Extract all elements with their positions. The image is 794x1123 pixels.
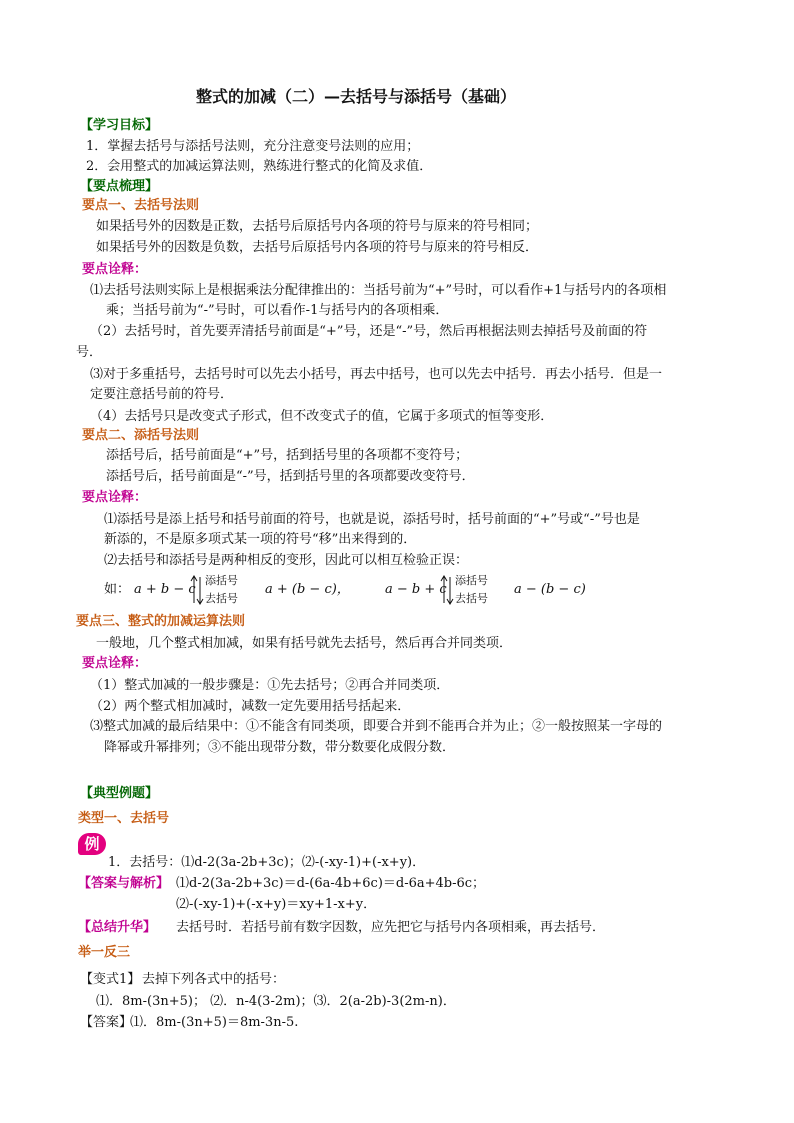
goal-line: 1．掌握去括号与添括号法则，充分注意变号法则的应用； bbox=[86, 139, 420, 154]
type1-title: 类型一、去括号 bbox=[78, 811, 170, 826]
answer-tag: 【答案与解析】 bbox=[78, 876, 170, 891]
formula-right: a + (b − c)， bbox=[265, 582, 350, 597]
point1-note-line: 定要注意括号前的符号． bbox=[90, 387, 234, 402]
point1-line: 如果括号外的因数是负数，去括号后原括号内各项的符号与原来的符号相反． bbox=[96, 240, 539, 255]
variant-items: ⑴．8m-(3n+5)； ⑵．n-4(3-2m)；⑶．2(a-2b)-3(2m-n)． bbox=[96, 994, 456, 1009]
point1-note-line: （2）去括号时，首先要弄清括号前面是“+”号，还是“-”号，然后再根据法则去掉括号及前面的符 bbox=[90, 324, 648, 339]
points-header: 【要点梳理】 bbox=[80, 179, 159, 194]
point3-note-line: ⑶整式加减的最后结果中：①不能含有同类项，即要合并到不能再合并为止；②一般按照某一字母的 bbox=[90, 719, 663, 734]
point3-note-line: （2）两个整式相加减时，减数一定先要用括号括起来． bbox=[90, 699, 411, 714]
point2-line: 添括号后，括号前面是“-”号，括到括号里的各项都要改变符号． bbox=[106, 469, 475, 484]
point2-note-line: ⑴添括号是添上括号和括号前面的符号，也就是说，添括号时，括号前面的“+”号或“-”号也是 bbox=[104, 512, 640, 527]
answer2-tag: 【答案】 bbox=[80, 1015, 133, 1030]
add-bracket-label: 添括号 bbox=[205, 574, 238, 587]
add-bracket-label: 添括号 bbox=[455, 574, 488, 587]
goal-line: 2．会用整式的加减运算法则，熟练进行整式的化简及求值． bbox=[86, 159, 433, 174]
formula-left: a + b − c bbox=[134, 582, 196, 597]
point3-note-line: （1）整式加减的一般步骤是：①先去括号；②再合并同类项． bbox=[90, 678, 450, 693]
remove-bracket-label: 去括号 bbox=[205, 592, 238, 605]
point2-line: 添括号后，括号前面是“+”号，括到括号里的各项都不变符号； bbox=[106, 448, 469, 463]
point2-title: 要点二、添括号法则 bbox=[82, 428, 200, 443]
remove-bracket-label: 去括号 bbox=[455, 592, 488, 605]
point2-note-line: ⑵去括号和添括号是两种相反的变形，因此可以相互检验正误： bbox=[104, 553, 469, 568]
double-arrow-icon bbox=[440, 573, 454, 607]
example-question: 1．去括号：⑴d-2(3a-2b+3c)；⑵-(-xy-1)+(-x+y)． bbox=[108, 855, 426, 870]
formula-right: a − (b − c) bbox=[514, 582, 586, 597]
summary-text: 去括号时．若括号前有数字因数，应先把它与括号内各项相乘，再去括号． bbox=[176, 920, 606, 935]
point1-note-line: 乘；当括号前为“-”号时，可以看作-1与括号内的各项相乘． bbox=[106, 303, 449, 318]
answer2-text: ⑴．8m-(3n+5)＝8m-3n-5. bbox=[130, 1015, 299, 1030]
point1-line: 如果括号外的因数是正数，去括号后原括号内各项的符号与原来的符号相同； bbox=[96, 219, 539, 234]
variant-text: 去掉下列各式中的括号： bbox=[142, 972, 286, 987]
point2-note-line: 新添的，不是原多项式某一项的符号“移”出来得到的． bbox=[104, 532, 417, 547]
point1-note-line: ⑶对于多重括号，去括号时可以先去小括号，再去中括号，也可以先去中括号．再去小括号．但是一 bbox=[90, 367, 663, 382]
summary-tag: 【总结升华】 bbox=[78, 920, 157, 935]
point3-line: 一般地，几个整式相加减，如果有括号就先去括号，然后再合并同类项． bbox=[96, 636, 513, 651]
formula-left: a − b + c bbox=[385, 582, 447, 597]
point1-note-line: （4）去括号只是改变式子形式，但不改变式子的值，它属于多项式的恒等变形． bbox=[90, 409, 554, 424]
example-prefix: 如： bbox=[104, 582, 131, 597]
point1-note-line: ⑴去括号法则实际上是根据乘法分配律推出的：当括号前为“+”号时，可以看作+1与括号内的各项相 bbox=[90, 283, 667, 298]
point1-title: 要点一、去括号法则 bbox=[82, 198, 200, 213]
answer-line: ⑵-(-xy-1)+(-x+y)＝xy+1-x+y． bbox=[176, 897, 377, 912]
point1-note-title: 要点诠释： bbox=[82, 262, 148, 277]
point3-title: 要点三、整式的加减运算法则 bbox=[76, 614, 246, 629]
practice-title: 举一反三 bbox=[78, 945, 131, 960]
point2-note-title: 要点诠释： bbox=[82, 490, 148, 505]
point3-note-title: 要点诠释： bbox=[82, 656, 148, 671]
point1-note-line: 号． bbox=[76, 345, 103, 360]
double-arrow-icon bbox=[190, 573, 204, 607]
point3-note-line: 降幂或升幂排列；③不能出现带分数，带分数要化成假分数． bbox=[104, 740, 456, 755]
examples-header: 【典型例题】 bbox=[80, 786, 159, 801]
answer-line: ⑴d-2(3a-2b+3c)＝d-(6a-4b+6c)＝d-6a+4b-6c； bbox=[176, 876, 486, 891]
goals-header: 【学习目标】 bbox=[80, 118, 159, 133]
page-title: 整式的加减（二）—去括号与添括号（基础） bbox=[196, 87, 517, 106]
variant-tag: 【变式1】 bbox=[80, 972, 141, 987]
example-badge: 例 bbox=[78, 833, 106, 855]
